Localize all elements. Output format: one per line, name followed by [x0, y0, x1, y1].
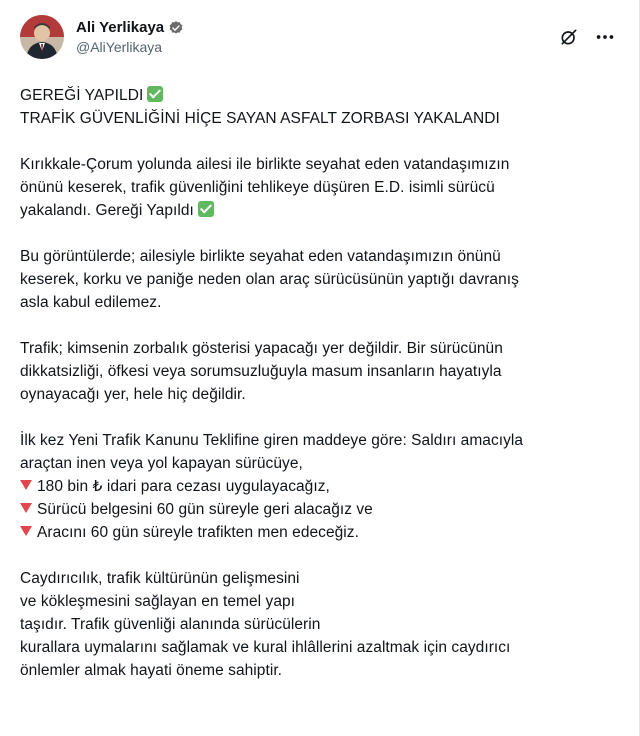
grok-icon[interactable]: [558, 26, 580, 48]
paragraph-line: İlk kez Yeni Trafik Kanunu Teklifine giren maddeye göre: Saldırı amacıyla: [20, 432, 524, 449]
bullet-text: 180 bin ₺ idari para cezası uygulayacağız,: [37, 478, 330, 495]
paragraph-line: dikkatsizliği, öfkesi veya sorumsuzluğuyla masum insanların hayatıyla: [20, 363, 502, 380]
paragraph-line: keserek, korku ve paniğe neden olan araç sürücüsünün yaptığı davranış: [20, 271, 519, 288]
bullet-item: [20, 475, 620, 498]
bullet-item: [20, 498, 620, 521]
paragraph-3: [20, 337, 620, 406]
paragraph-line: yakalandı. Gereği Yapıldı: [20, 202, 194, 219]
paragraph-line: Trafik; kimsenin zorbalık gösterisi yapacağı yer değildir. Bir sürücünün: [20, 340, 503, 357]
headline-line-1: [20, 84, 620, 107]
red-triangle-down-icon: [20, 503, 32, 513]
author-handle[interactable]: @AliYerlikaya: [76, 38, 163, 55]
paragraph-line: ve kökleşmesini sağlayan en temel yapı: [20, 593, 296, 610]
paragraph-4: [20, 429, 620, 544]
author-names: [76, 18, 184, 57]
avatar[interactable]: [20, 15, 64, 59]
paragraph-line: Caydırıcılık, trafik kültürünün gelişmesini: [20, 570, 300, 587]
tweet-headlines: [20, 84, 620, 130]
paragraph-line: Bu görüntülerde; ailesiyle birlikte seyahat eden vatandaşımızın önünü: [20, 248, 501, 265]
bullet-item: [20, 521, 620, 544]
headline-1: GEREĞİ YAPILDI: [20, 87, 144, 104]
check-mark-emoji-icon: [198, 201, 214, 217]
tweet-header: [20, 10, 620, 64]
paragraph-line: araçtan inen veya yol kapayan sürücüye,: [20, 455, 303, 472]
author-name[interactable]: Ali Yerlikaya: [76, 18, 165, 36]
paragraph-line: taşıdır. Trafik güvenliği alanında sürücülerin: [20, 616, 321, 633]
paragraph-line: oynayacağı yer, hele hiç değildir.: [20, 386, 246, 403]
paragraph-line: önlemler almak hayati öneme sahiptir.: [20, 662, 283, 679]
paragraph-2: [20, 245, 620, 314]
bullet-text: Sürücü belgesini 60 gün süreyle geri alacağız ve: [37, 501, 373, 518]
paragraph-line: asla kabul edilemez.: [20, 294, 162, 311]
verified-badge-icon: [168, 20, 184, 36]
paragraph-1: [20, 153, 620, 222]
tweet-text: [20, 84, 620, 682]
red-triangle-down-icon: [20, 480, 32, 490]
more-options-icon[interactable]: [594, 26, 616, 48]
paragraph-line-with-check: [20, 199, 620, 222]
red-triangle-down-icon: [20, 526, 32, 536]
headline-2: TRAFİK GÜVENLİĞİNİ HİÇE SAYAN ASFALT ZORBASI YAKALANDI: [20, 110, 500, 127]
check-mark-emoji-icon: [147, 86, 163, 102]
author-name-row: [76, 18, 184, 38]
paragraph-line: önünü keserek, trafik güvenliğini tehlikeye düşüren E.D. isimli sürücü: [20, 179, 495, 196]
paragraph-line: Kırıkkale-Çorum yolunda ailesi ile birlikte seyahat eden vatandaşımızın: [20, 156, 510, 173]
paragraph-line: kurallara uymalarını sağlamak ve kural ihlâllerini azaltmak için caydırıcı: [20, 639, 511, 656]
bullet-text: Aracını 60 gün süreyle trafikten men edeceğiz.: [37, 524, 359, 541]
paragraph-5: [20, 567, 620, 682]
tweet-actions: [558, 26, 616, 48]
